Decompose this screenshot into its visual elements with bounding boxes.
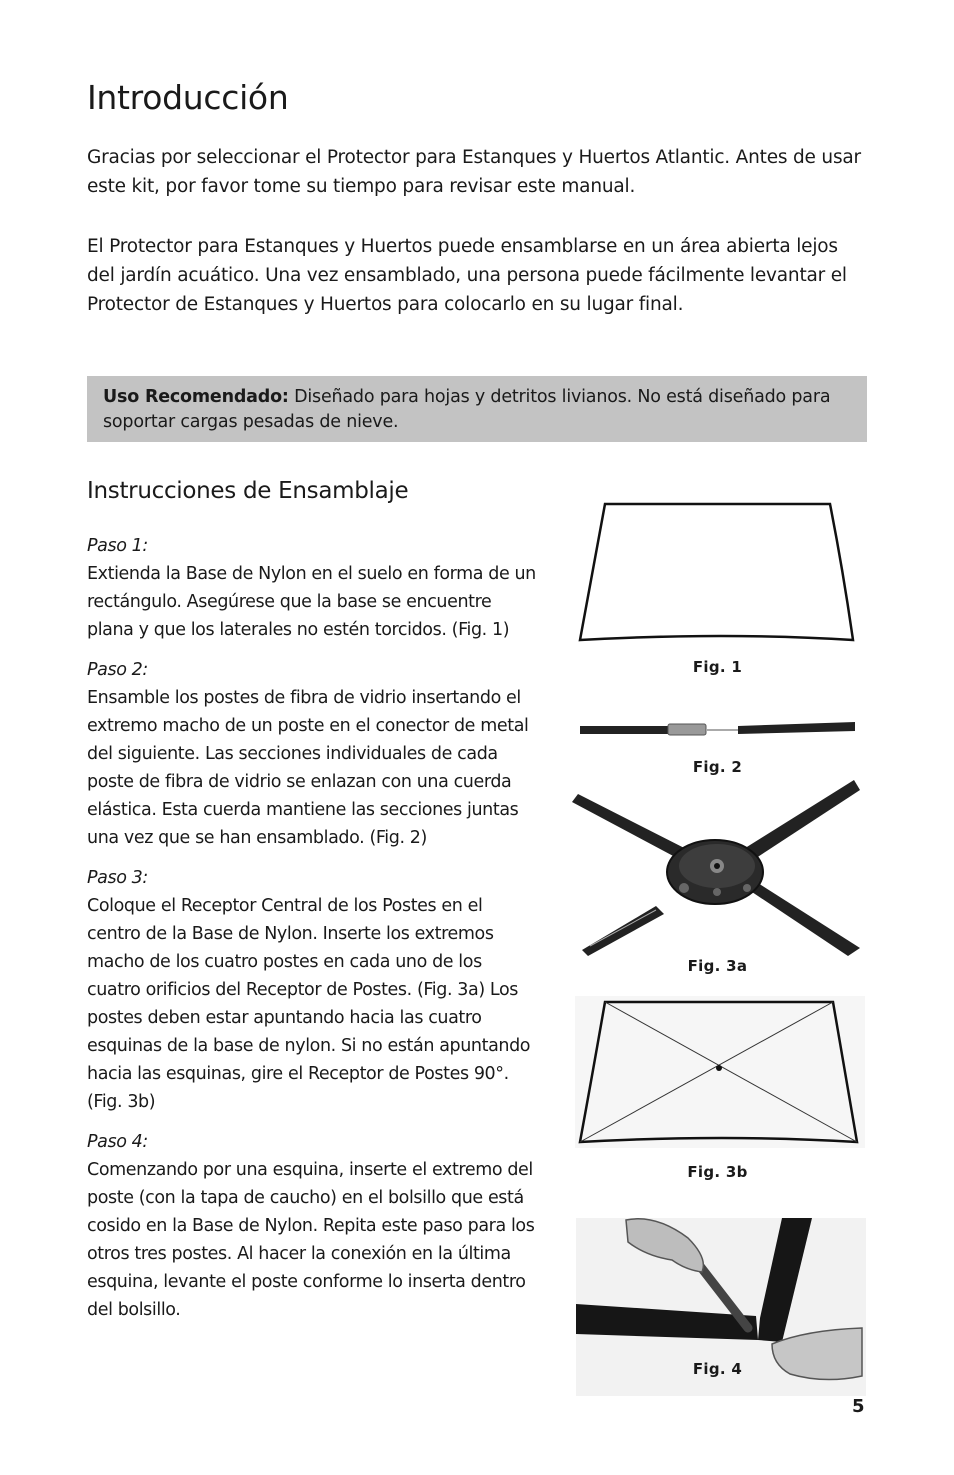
intro-paragraph-2: El Protector para Estanques y Huertos puede ensamblarse en un área abierta lejos del jardín acuático. Una vez ensamblado, una persona puede fácilmente levantar el Protector de Estanques y Huertos para colocarlo en su lugar final. <box>87 236 847 315</box>
note-label: Uso Recomendado: <box>103 387 289 407</box>
step-3 <box>87 864 537 1116</box>
step-text: Coloque el Receptor Central de los Postes en el centro de la Base de Nylon. Inserte los extremos macho de los cuatro postes en cada uno de los cuatro orificios del Receptor de Postes. (Fig. 3a) Los postes deben estar apuntando hacia las cuatro esquinas de la base de nylon. Si no están apuntando hacia las esquinas, gire el Receptor de Postes 90°. (Fig. 3b) <box>87 896 531 1112</box>
step-4 <box>87 1128 537 1324</box>
page-title: Introducción <box>87 78 289 117</box>
recommended-use-note <box>87 376 867 442</box>
step-text: Comenzando por una esquina, inserte el extremo del poste (con la tapa de caucho) en el bolsillo que está cosido en la Base de Nylon. Repita este paso para los otros tres postes. Al hacer la conexión en la última esquina, levante el poste conforme lo inserta dentro del bolsillo. <box>87 1160 535 1320</box>
steps-list <box>87 532 537 1336</box>
step-2 <box>87 656 537 852</box>
section-title: Instrucciones de Ensamblaje <box>87 478 409 504</box>
step-title: Paso 4: <box>87 1132 148 1152</box>
fig3a-central-receiver-illustration <box>572 780 862 958</box>
fig3b-crossed-poles-illustration <box>575 996 865 1148</box>
fig3b-caption: Fig. 3b <box>687 1163 748 1181</box>
page-number: 5 <box>852 1396 865 1417</box>
fig1-nylon-base-illustration <box>575 500 860 645</box>
step-1 <box>87 532 537 644</box>
fig1-caption: Fig. 1 <box>692 658 743 676</box>
fig3a-caption: Fig. 3a <box>687 957 748 975</box>
step-text: Extienda la Base de Nylon en el suelo en forma de un rectángulo. Asegúrese que la base se encuentre plana y que los laterales no estén torcidos. (Fig. 1) <box>87 564 536 640</box>
fig2-pole-connector-illustration <box>578 718 858 740</box>
step-title: Paso 2: <box>87 660 148 680</box>
fig4-caption: Fig. 4 <box>692 1360 743 1378</box>
step-title: Paso 3: <box>87 868 148 888</box>
step-title: Paso 1: <box>87 536 148 556</box>
step-text: Ensamble los postes de fibra de vidrio insertando el extremo macho de un poste en el conector de metal del siguiente. Las secciones individuales de cada poste de fibra de vidrio se enlazan con una cuerda elástica. Esta cuerda mantiene las secciones juntas una vez que se han ensamblado. (Fig. 2) <box>87 688 529 848</box>
note-text: Diseñado para hojas y detritos livianos. No está diseñado para soportar cargas pesadas de nieve. <box>103 387 831 432</box>
intro-paragraph-1: Gracias por seleccionar el Protector para Estanques y Huertos Atlantic. Antes de usar este kit, por favor tome su tiempo para revisar este manual. <box>87 147 861 197</box>
fig2-caption: Fig. 2 <box>692 758 743 776</box>
